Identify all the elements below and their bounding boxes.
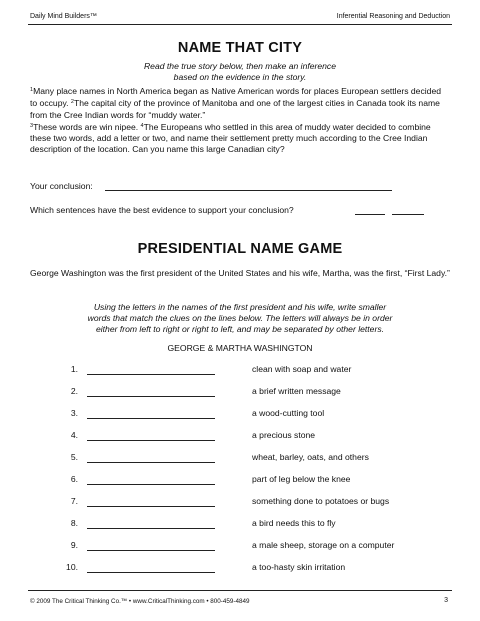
clue-answer-line[interactable] — [87, 484, 215, 485]
clue-answer-line[interactable] — [87, 374, 215, 375]
clue-text: something done to potatoes or bugs — [252, 496, 390, 506]
footer-divider — [28, 590, 452, 591]
sentence-number: 1 — [30, 87, 34, 93]
clue-row — [0, 562, 480, 576]
clue-answer-line[interactable] — [87, 440, 215, 441]
clue-row — [0, 540, 480, 554]
section2-title: PRESIDENTIAL NAME GAME — [137, 241, 343, 257]
page-number: 3 — [444, 597, 448, 604]
section1-instruction-line: based on the evidence in the story. — [173, 72, 307, 82]
sentence-number: 4 — [140, 122, 144, 129]
clue-row — [0, 496, 480, 510]
clue-text: clean with soap and water — [252, 364, 352, 374]
clue-answer-line[interactable] — [87, 396, 215, 397]
header-topic: Inferential Reasoning and Deduction — [336, 13, 450, 20]
section2-instruction-line: Using the letters in the names of the first president and his wife, write smaller — [93, 302, 387, 312]
clue-row — [0, 386, 480, 400]
clue-row — [0, 364, 480, 378]
clue-text: a male sheep, storage on a computer — [252, 540, 395, 550]
conclusion-label: Your conclusion: — [30, 181, 93, 191]
sentence-number: 3 — [30, 122, 34, 129]
sentence-text: Many place names in North America began as Native American words for places European settlers decided to occupy. — [30, 86, 441, 109]
clue-text: a too-hasty skin irritation — [252, 562, 346, 572]
clue-text: a bird needs this to fly — [252, 518, 336, 528]
clue-text: part of leg below the knee — [252, 474, 351, 484]
clue-number: 8. — [70, 518, 78, 528]
clue-row — [0, 452, 480, 466]
footer-copyright: © 2009 The Critical Thinking Co.™ • www.CriticalThinking.com • 800-459-4849 — [30, 598, 250, 605]
clue-number: 7. — [70, 496, 78, 506]
clue-text: wheat, barley, oats, and others — [252, 452, 369, 462]
clue-number: 5. — [70, 452, 78, 462]
clue-answer-line[interactable] — [87, 550, 215, 551]
clue-answer-line[interactable] — [87, 528, 215, 529]
section2-instruction-line: words that match the clues on the lines below. The letters will always be in order — [87, 313, 393, 323]
sentence-text: These words are win nipee. — [33, 121, 141, 132]
clue-row — [0, 474, 480, 488]
sentence-text: The Europeans who settled in this area of muddy water decided to combine these two words, add a letter or two, and name their settlement pretty much according to the Cree Indian description of the location. Can you name this large Canadian city? — [30, 121, 431, 155]
clue-number: 10. — [66, 562, 78, 572]
names-heading: GEORGE & MARTHA WASHINGTON — [167, 343, 313, 353]
clue-number: 2. — [70, 386, 78, 396]
story-paragraph — [30, 85, 450, 156]
clue-text: a wood-cutting tool — [252, 408, 325, 418]
clue-row — [0, 430, 480, 444]
clue-text: a brief written message — [252, 386, 341, 396]
evidence-answer-line-2[interactable] — [392, 214, 424, 215]
header-publication: Daily Mind Builders™ — [30, 13, 97, 20]
clue-answer-line[interactable] — [87, 506, 215, 507]
section1-title: NAME THAT CITY — [177, 40, 303, 56]
conclusion-answer-line[interactable] — [105, 190, 392, 191]
evidence-answer-line-1[interactable] — [355, 214, 385, 215]
clue-answer-line[interactable] — [87, 572, 215, 573]
clue-number: 4. — [70, 430, 78, 440]
clue-row — [0, 408, 480, 422]
clue-number: 1. — [70, 364, 78, 374]
sentence-text: The capital city of the province of Manitoba and one of the largest cities in Canada took its name from the Cree Indian words for “muddy water.” — [30, 98, 440, 120]
evidence-question: Which sentences have the best evidence to support your conclusion? — [30, 205, 294, 215]
section1-instructions — [50, 61, 430, 83]
section2-instructions — [44, 302, 436, 335]
section2-instruction-line: either from left to right or right to left, and may be separated by other letters. — [95, 324, 385, 334]
clue-number: 3. — [70, 408, 78, 418]
clue-row — [0, 518, 480, 532]
sentence-number: 2 — [70, 99, 74, 106]
section1-instruction-line: Read the true story below, then make an inference — [143, 61, 337, 71]
header-divider — [28, 24, 452, 25]
section2-intro: George Washington was the first president of the United States and his wife, Martha, was the first, “First Lady.” — [30, 268, 450, 278]
clue-answer-line[interactable] — [87, 418, 215, 419]
clue-answer-line[interactable] — [87, 462, 215, 463]
clue-text: a precious stone — [252, 430, 316, 440]
clue-number: 9. — [70, 540, 78, 550]
clue-number: 6. — [70, 474, 78, 484]
